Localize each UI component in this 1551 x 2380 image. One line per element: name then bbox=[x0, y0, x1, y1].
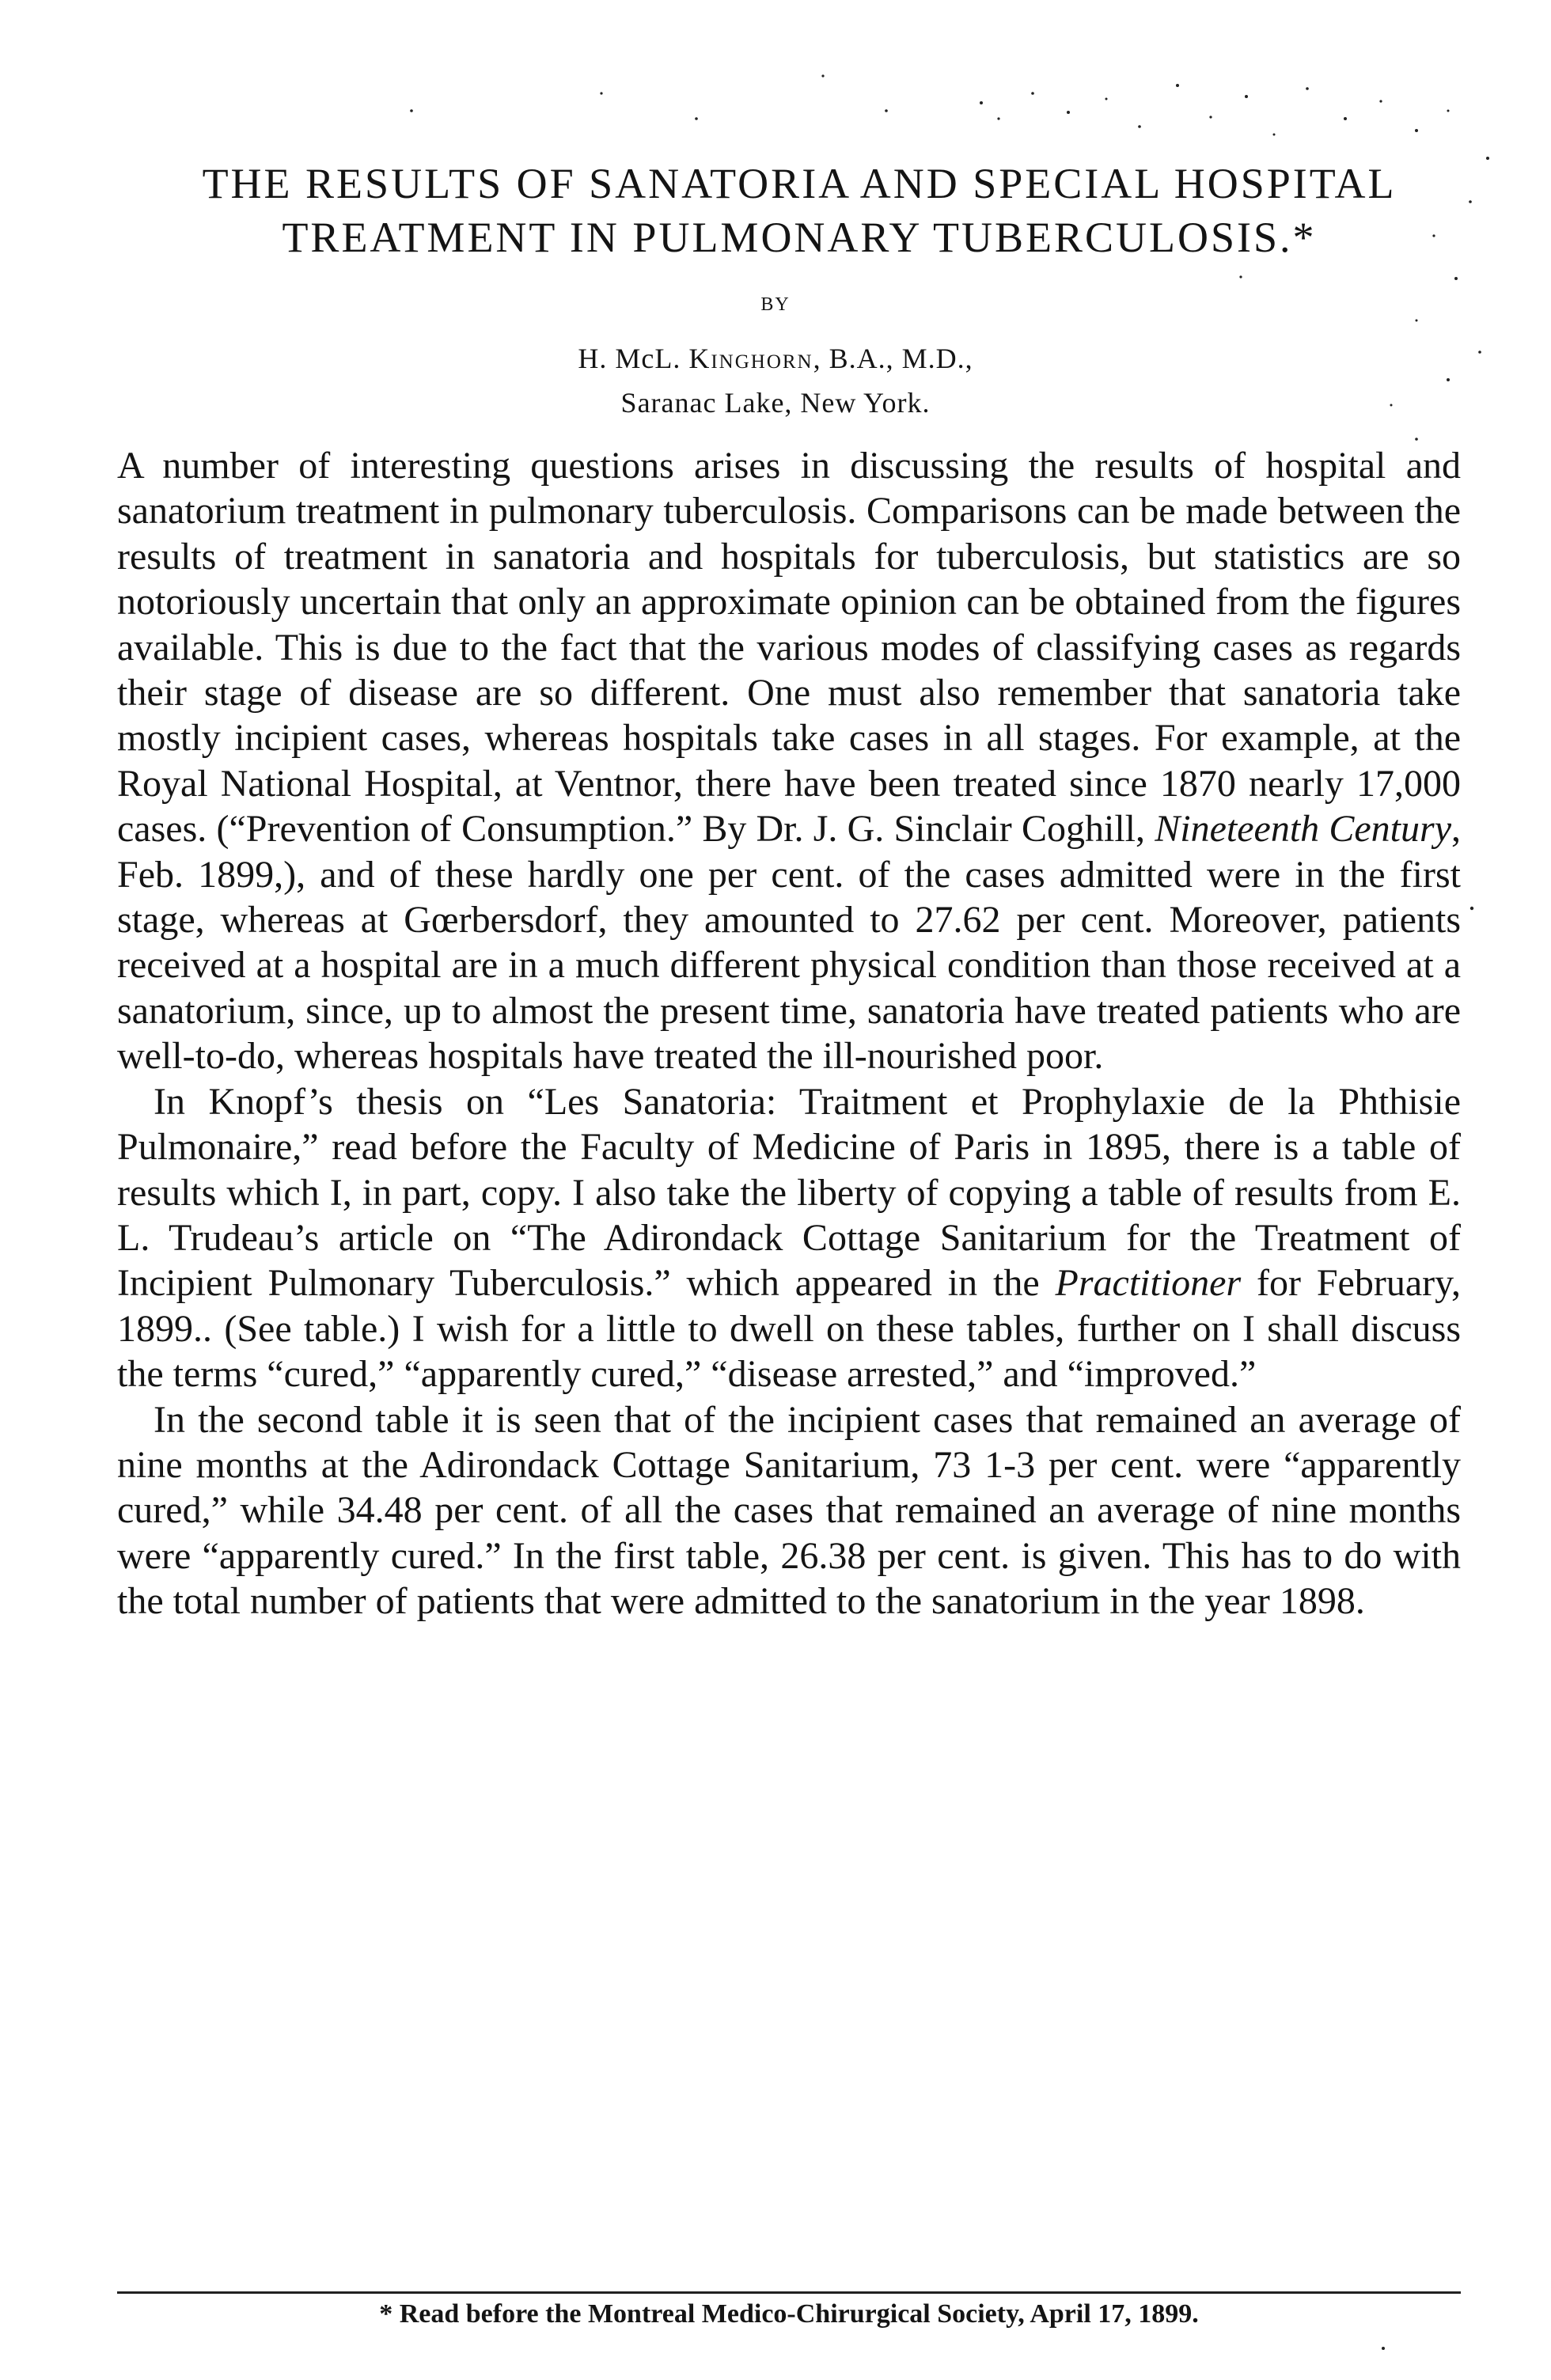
byline-by: BY bbox=[760, 294, 791, 315]
paragraph-1-text-continued: , Feb. 1899,), and of these hardly one per cent. of the cases admitted were in the first stage, whereas at Gœrbersdorf, they amounted to 27.62 per cent. Moreover, patients received at a hospital are in a much different physical condition than those received at a sanatorium, since, up to almost the present time, sanatoria have treated patients who are well-to-do, whereas hospitals have treated the ill-nourished poor. bbox=[117, 808, 1461, 1078]
paragraph-1-journal-title: Nineteenth Century bbox=[1155, 808, 1451, 851]
author-degrees: , B.A., M.D., bbox=[813, 343, 973, 374]
footnote-rule bbox=[117, 2291, 1461, 2294]
article-title-line-1: THE RESULTS OF SANATORIA AND SPECIAL HOSPITAL bbox=[202, 160, 1397, 207]
footnote: * Read before the Montreal Medico-Chirurgical Society, April 17, 1899. bbox=[379, 2299, 1199, 2329]
paragraph-2-text: In Knopf’s thesis on “Les Sanatoria: Traitment et Prophylaxie de la Phthisie Pulmonaire,” read before the Faculty of Medicine of Paris in 1895, there is a table of results which I, in part, copy. I also take the liberty of copying a table of results from E. L. Trudeau’s article on “The Adirondack Cottage Sanitarium for the Treatment of Incipient Pulmonary Tuberculosis.” which appeared in the bbox=[117, 1080, 1461, 1305]
author-location: Saranac Lake, New York. bbox=[620, 387, 931, 419]
author-line bbox=[0, 342, 1551, 375]
article-title-line-2: TREATMENT IN PULMONARY TUBERCULOSIS.* bbox=[282, 214, 1317, 261]
paragraph-1-text: A number of interesting questions arises in discussing the results of hospital and sanatorium treatment in pulmonary tuberculosis. Comparisons can be made between the results of treatment in sanatoria and hospitals for tuberculosis, but statistics are so notoriously uncertain that only an approximate opinion can be obtained from the figures available. This is due to the fact that the various modes of classifying cases as regards their stage of disease are so different. One must also remember that sanatoria take mostly incipient cases, whereas hospitals take cases in all stages. For example, at the Royal National Hospital, at Ventnor, there have been treated since 1870 nearly 17,000 cases. (“Prevention of Consumption.” By Dr. J. G. Sinclair Coghill, bbox=[117, 445, 1461, 851]
paragraph-2-text-continued: for February, 1899.. (See table.) I wish for a little to dwell on these tables, further on I shall discuss the terms “cured,” “apparently cured,” “disease arrested,” and “improved.” bbox=[117, 1262, 1462, 1396]
paragraph-2-journal-title: Practitioner bbox=[1055, 1262, 1242, 1305]
paragraph-3-text: In the second table it is seen that of the incipient cases that remained an average of nine months at the Adirondack Cottage Sanitarium, 73 1-3 per cent. were “apparently cured,” while 34.48 per cent. of all the cases that remained an average of nine months were “apparently cured.” In the first table, 26.38 per cent. is given. This has to do with the total number of patients that were admitted to the sanatorium in the year 1898. bbox=[117, 1398, 1461, 1623]
paragraph-2 bbox=[117, 1079, 1461, 1397]
author-initials: H. McL. bbox=[578, 343, 689, 374]
paragraph-1 bbox=[117, 443, 1461, 1079]
article-body bbox=[117, 443, 1461, 1624]
author-surname: Kinghorn bbox=[688, 343, 813, 374]
paragraph-3 bbox=[117, 1397, 1461, 1624]
